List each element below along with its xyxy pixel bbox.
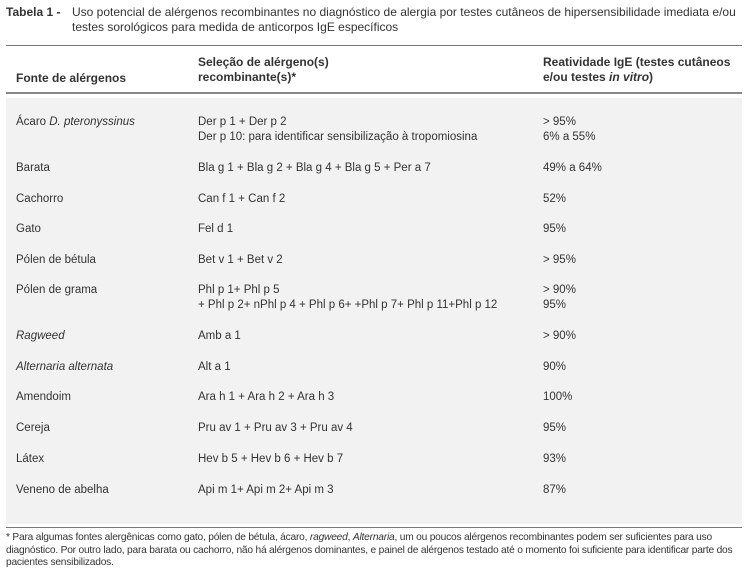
cell-source: Látex: [16, 453, 45, 465]
cell-reactivity: > 90%: [543, 330, 576, 342]
header-reactivity: [543, 55, 730, 85]
source-prefix: Ácaro: [16, 116, 50, 128]
cell-selection: Pru av 1 + Pru av 3 + Pru av 4: [198, 422, 353, 434]
header-rule: [6, 92, 742, 94]
table-caption: [6, 5, 742, 35]
cell-source: Amendoim: [16, 391, 71, 403]
cell-reactivity: 87%: [543, 484, 567, 496]
selection-line: + Phl p 2+ nPhl p 4 + Phl p 6+ +Phl p 7+ Phl p 11+Phl p 12: [198, 299, 498, 311]
cell-source: Pólen de bétula: [16, 254, 96, 266]
cell-reactivity: [543, 283, 733, 313]
reactivity-line: 6% a 55%: [543, 131, 596, 143]
header-reactivity-italic: in vitro: [609, 70, 650, 84]
header-selection: [198, 55, 329, 85]
table-footnote: [6, 532, 744, 570]
reactivity-line: > 90%: [543, 284, 576, 296]
cell-reactivity: 93%: [543, 453, 567, 465]
header-reactivity-prefix: e/ou testes: [543, 70, 610, 84]
bottom-rule: [6, 527, 742, 528]
cell-source: Veneno de abelha: [16, 484, 109, 496]
cell-reactivity: > 95%: [543, 254, 576, 266]
cell-selection: Amb a 1: [198, 330, 241, 342]
footnote-italic: ragweed: [309, 532, 348, 543]
cell-reactivity: 95%: [543, 422, 567, 434]
header-source: Fonte de alérgenos: [16, 71, 127, 85]
selection-line: Phl p 1+ Phl p 5: [198, 284, 280, 296]
cell-reactivity: [543, 115, 733, 145]
cell-selection: [198, 283, 533, 313]
header-selection-line1: Seleção de alérgeno(s): [198, 55, 329, 69]
cell-reactivity: 90%: [543, 361, 567, 373]
header-reactivity-suffix: ): [649, 70, 654, 84]
header-reactivity-line2: [543, 70, 730, 85]
source-italic: D. pteronyssinus: [49, 116, 135, 128]
header-selection-line2: recombinante(s)*: [198, 70, 297, 84]
reactivity-line: 95%: [543, 299, 567, 311]
footnote-italic: Alternaria: [352, 532, 395, 543]
cell-selection: Can f 1 + Can f 2: [198, 193, 286, 205]
header-reactivity-line1: Reatividade IgE (testes cutâneos: [543, 55, 731, 69]
cell-selection: Bet v 1 + Bet v 2: [198, 254, 283, 266]
reactivity-line: > 95%: [543, 116, 576, 128]
cell-selection: [198, 115, 533, 145]
cell-selection: Alt a 1: [198, 361, 231, 373]
cell-source: Cereja: [16, 422, 50, 434]
selection-line: Der p 10: para identificar sensibilização à tropomiosina: [198, 131, 478, 143]
cell-source: Alternaria alternata: [16, 361, 114, 373]
cell-reactivity: 49% a 64%: [543, 162, 602, 174]
top-rule: [6, 45, 742, 46]
table-caption-text: Uso potencial de alérgenos recombinantes no diagnóstico de alergia por testes cutâneos de hipersensibilidade imediata e/ou testes sorológicos para medida de anticorpos IgE específicos: [72, 5, 736, 34]
cell-selection: Bla g 1 + Bla g 2 + Bla g 4 + Bla g 5 + Per a 7: [198, 162, 431, 174]
cell-reactivity: 52%: [543, 193, 567, 205]
cell-reactivity: 100%: [543, 391, 573, 403]
cell-reactivity: 95%: [543, 223, 567, 235]
cell-source: Gato: [16, 223, 41, 235]
selection-line: Der p 1 + Der p 2: [198, 116, 287, 128]
cell-source: Pólen de grama: [16, 284, 98, 296]
cell-source: [16, 115, 191, 130]
cell-selection: Hev b 5 + Hev b 6 + Hev b 7: [198, 453, 344, 465]
cell-selection: Api m 1+ Api m 2+ Api m 3: [198, 484, 334, 496]
cell-source: Ragweed: [16, 330, 65, 342]
footnote-part: , um ou poucos alérgenos recombinantes podem ser suficientes para uso diagnóstico. Por outro lado, para barata ou cachorro, não há alérgenos dominantes, e painel de alérgenos testado até o momento foi suficiente para identificar parte dos pacientes sensibilizados.: [6, 532, 733, 568]
cell-selection: Ara h 1 + Ara h 2 + Ara h 3: [198, 391, 335, 403]
cell-source: Barata: [16, 162, 50, 174]
cell-source: Cachorro: [16, 193, 64, 205]
cell-selection: Fel d 1: [198, 223, 234, 235]
footnote-part: * Para algumas fontes alergênicas como gato, pólen de bétula, ácaro,: [6, 532, 310, 543]
footnote-part: ,: [347, 532, 353, 543]
table-caption-label: Tabela 1 -: [6, 5, 61, 19]
